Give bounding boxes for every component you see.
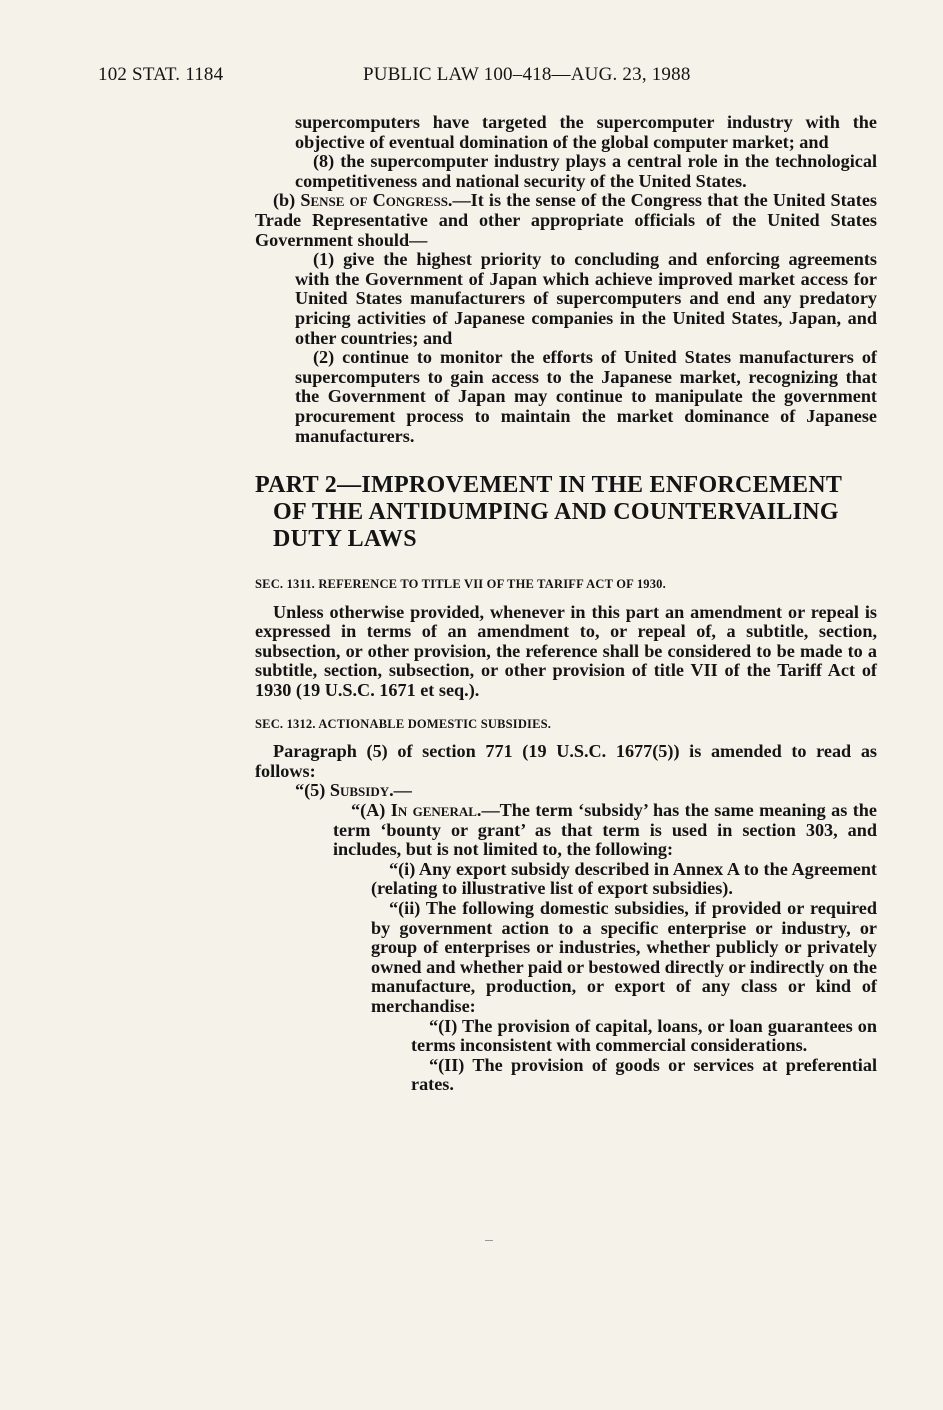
part-heading-line-1: PART 2—IMPROVEMENT IN THE ENFORCEMENT: [255, 472, 843, 499]
paragraph-item-1: (1) give the highest priority to concluding and enforcing agreements with the Government of Japan which achieve improved market access for United States manufacturers of supercomputers and end any predatory pricing activities of Japanese companies in the United States, Japan, and other countries; and: [295, 249, 877, 348]
paragraph-continued: supercomputers have targeted the supercomputer industry with the objective of eventual domination of the global computer market; and: [295, 112, 877, 152]
subsection-heading: Sense of Congress: [300, 190, 448, 211]
part-heading-line-2: OF THE ANTIDUMPING AND COUNTERVAILING: [273, 499, 839, 526]
subparagraph-A-label: “(A): [351, 800, 391, 821]
section-heading-1311: SEC. 1311. REFERENCE TO TITLE VII OF THE TARIFF ACT OF 1930.: [255, 577, 666, 592]
subparagraph-A-heading: In general: [390, 800, 477, 821]
clause-ii: “(ii) The following domestic subsidies, if provided or required by government action to a specific enterprise or industry, or group of enterprises or industries, whether publicly or privately owned and whether paid or bestowed directly or indirectly on the manufacture, production, or export of any class or kind of merchandise:: [371, 898, 877, 1016]
paragraph-5-dash: .—: [389, 780, 412, 801]
paragraph-5-subsidy: [255, 781, 877, 801]
subparagraph-A-text: .—The term ‘subsidy’ has the same meaning as the term ‘bounty or grant’ as that term is used in section 303, and includes, but is not limited to, the following:: [333, 800, 877, 860]
paragraph-5-label: “(5): [295, 780, 330, 801]
part-heading: [255, 472, 877, 553]
paragraph-item-2: (2) continue to monitor the efforts of United States manufacturers of supercomputers to gain access to the Japanese market, recognizing that the Government of Japan may continue to manipulate the government procurement process to maintain the market dominance of Japanese manufacturers.: [295, 347, 877, 446]
clause-i: “(i) Any export subsidy described in Annex A to the Agreement (relating to illustrative list of export subsidies).: [371, 858, 877, 899]
paragraph-5-heading: Subsidy: [329, 780, 390, 801]
paragraph-sense-of-congress: [255, 191, 877, 250]
section-1312-intro: Paragraph (5) of section 771 (19 U.S.C. 1677(5)) is amended to read as follows:: [255, 741, 877, 781]
page-mark: [485, 1240, 493, 1241]
document-body: [255, 113, 877, 1095]
subclause-II: “(II) The provision of goods or services at preferential rates.: [411, 1054, 877, 1095]
public-law-title: PUBLIC LAW 100–418—AUG. 23, 1988: [363, 64, 691, 85]
subclause-I: “(I) The provision of capital, loans, or loan guarantees on terms inconsistent with commercial considerations.: [411, 1015, 877, 1056]
paragraph-item-8: (8) the supercomputer industry plays a central role in the technological competitiveness and national security of the United States.: [295, 151, 877, 191]
section-1311-body: Unless otherwise provided, whenever in this part an amendment or repeal is expressed in terms of an amendment to, or repeal of, a subtitle, section, subsection, or other provision, the reference shall be considered to be made to a subtitle, section, subsection, or other provision of title VII of the Tariff Act of 1930 (19 U.S.C. 1671 et seq.).: [255, 601, 877, 701]
running-head: [98, 64, 883, 86]
subparagraph-A: [255, 801, 877, 860]
subsection-text: .—It is the sense of the Congress that the United States Trade Representative and other appropriate officials of the United States Government should—: [255, 190, 877, 250]
statute-page-number: 102 STAT. 1184: [98, 64, 224, 85]
section-heading-1312: SEC. 1312. ACTIONABLE DOMESTIC SUBSIDIES.: [255, 716, 552, 731]
subsection-label: (b): [273, 190, 301, 211]
part-heading-line-3: DUTY LAWS: [273, 526, 417, 553]
